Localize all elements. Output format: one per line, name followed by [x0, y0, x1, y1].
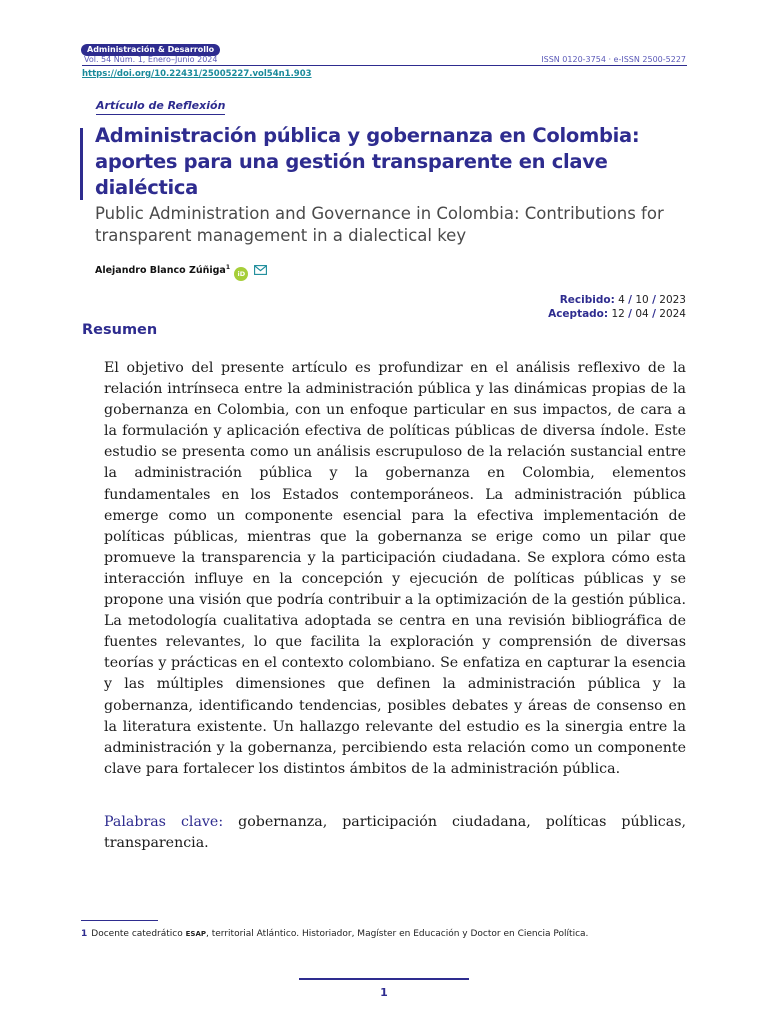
- keywords-paragraph: [104, 812, 686, 854]
- abstract-heading: Resumen: [82, 322, 158, 338]
- submission-dates: [548, 294, 686, 321]
- journal-name-badge: Administración & Desarrollo: [81, 44, 220, 56]
- title-accent-bar: [80, 128, 83, 200]
- author-name: Alejandro Blanco Zúñiga: [95, 265, 226, 277]
- orcid-icon[interactable]: iD: [234, 267, 248, 281]
- page-footer-rule: [299, 978, 469, 980]
- article-title-en: Public Administration and Governance in Colombia: Contributions for transparent management in a dialectical key: [95, 204, 664, 245]
- footnote: 1 Docente catedrático ESAP, territorial Atlántico. Historiador, Magíster en Educación y Doctor en Ciencia Política.: [81, 929, 589, 939]
- abstract-text: El objetivo del presente artículo es profundizar en el análisis reflexivo de la relación intrínseca entre la administración pública y las dinámicas propias de la gobernanza en Colombia, con un enfoque particular en sus impactos, de cara a la formulación y aplicación efectiva de políticas públicas de diversa índole. Este estudio se presenta como un análisis escrupuloso de la relación sustancial entre la administración pública y la gobernanza en Colombia, elementos fundamentales en los Estados contemporáneos. La administración pública emerge como un componente esencial para la efectiva implementación de políticas públicas, mientras que la gobernanza se erige como un pilar que promueve la transparencia y la participación ciudadana. Se explora cómo esta interacción influye en la concepción y ejecución de políticas públicas y se propone una visión que podría contribuir a la optimización de la gestión pública. La metodología cualitativa adoptada se centra en una revisión bibliográfica de fuentes relevantes, lo que facilita la exploración y comprensión de diversas teorías y prácticas en el contexto colombiano. Se enfatiza en capturar la esencia y las múltiples dimensiones que definen la administración pública y la gobernanza, identificando tendencias, posibles debates y áreas de consenso en la literatura existente. Un hallazgo relevante del estudio es la sinergia entre la administración y la gobernanza, percibiendo esta relación como un componente clave para fortalecer los distintos ámbitos de la administración pública.: [104, 360, 686, 777]
- author-footnote-marker: 1: [225, 264, 231, 271]
- article-title-es: Administración pública y gobernanza en Colombia: aportes para una gestión transparente en clave dialéctica: [95, 124, 640, 199]
- page-number: 1: [380, 986, 388, 999]
- keywords-text: gobernanza, participación ciudadana, políticas públicas, transparencia.: [104, 814, 686, 852]
- header-divider: [82, 65, 687, 66]
- received-date: Recibido: 4 / 10 / 2023: [559, 294, 686, 306]
- footnote-number: 1: [81, 929, 88, 939]
- doi-link[interactable]: https://doi.org/10.22431/25005227.vol54n1.903: [82, 69, 312, 79]
- footnote-divider: [81, 920, 158, 921]
- footnote-abbr: ESAP: [185, 930, 207, 938]
- volume-info: Vol. 54 Núm. 1, Enero–Junio 2024: [84, 55, 218, 64]
- author-line: [95, 264, 267, 281]
- accepted-date: Aceptado: 12 / 04 / 2024: [548, 307, 686, 320]
- email-icon[interactable]: [254, 265, 267, 278]
- issn-info: ISSN 0120-3754 · e-ISSN 2500-5227: [541, 55, 686, 64]
- keywords-label: Palabras clave:: [104, 814, 224, 830]
- article-type-label: Artículo de Reflexión: [96, 99, 225, 115]
